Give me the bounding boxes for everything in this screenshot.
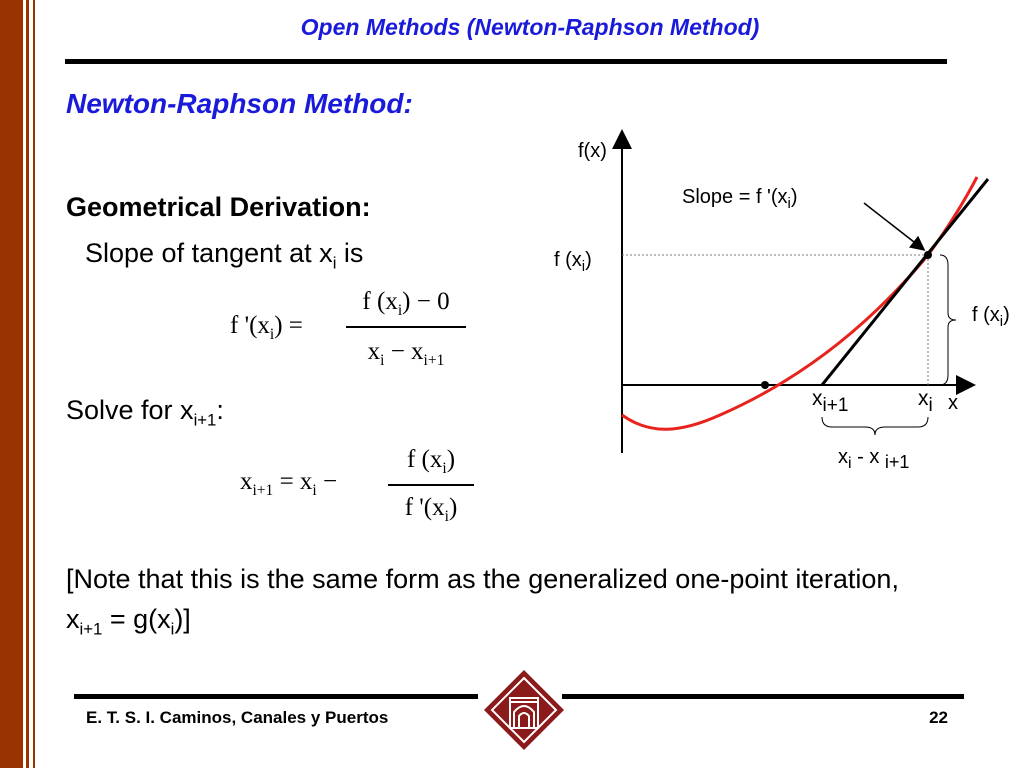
equation-2-fraction-bar [388,484,474,486]
eq1-num-sub: i [397,302,403,319]
solve-statement [66,395,224,430]
eq2-num-tail: ) [446,446,456,473]
note-sub-2: i [170,619,175,639]
difference-label: $x_i$ - x i+1 [838,446,910,472]
eq1-lhs-sub: i [269,326,275,343]
eq2-den-tail: ) [448,494,458,521]
eq1-lhs-close: ) = [274,312,303,339]
eq2-lhs-sub: i+1 [252,482,274,499]
slope-subscript: i [332,253,337,273]
left-decorative-bar [0,0,23,768]
note-part-c: )] [174,604,191,634]
eq2-lhs-text: x [240,468,253,495]
equation-2-numerator [388,446,474,478]
newton-raphson-diagram [540,125,1024,485]
page-number: 22 [929,708,948,727]
note-part-a: [Note that this is the same form as the generalized one-point iteration, x [66,564,899,634]
x-axis-label: x [948,392,958,414]
solve-tail: : [216,395,224,425]
equation-1-denominator [346,338,466,370]
y-axis-label: f(x) [578,140,607,162]
eq2-num-sub: i [442,460,447,477]
slope-text: Slope of tangent at x [85,238,333,268]
fxi-left-label: f $(x_i)$ [554,249,592,275]
slope-tail: is [336,238,364,268]
fxi-right-label: f $(x_i)$ [972,304,1010,330]
slope-label: Slope = f '$(x_i)$ [682,186,798,212]
solve-text: Solve for x [66,395,194,425]
equation-2-denominator [388,494,474,526]
note-text [66,559,926,649]
eq2-minus: − [316,468,338,495]
solve-subscript: i+1 [193,410,217,430]
xi1-label: xi+1 [812,387,849,416]
equation-1-numerator [346,288,466,320]
note-part-b: = g(x [102,604,171,634]
equation-1-fraction-bar [346,326,466,328]
slide-subtitle: Newton-Raphson Method: [66,88,413,119]
equation-1-lhs [230,312,303,344]
slope-statement [85,238,363,273]
fxi-brace [940,255,956,385]
title-divider [65,59,947,64]
eq1-lhs-text: f '(x [230,312,270,339]
slide-title: Open Methods (Newton-Raphson Method) [300,14,760,40]
left-decorative-stripe-2 [33,0,35,768]
equation-2-lhs [240,468,337,500]
eq1-num-text: f (x [362,288,398,315]
eq2-mid-text: = x [273,468,313,495]
eq2-num-text: f (x [406,446,443,473]
tangent-line [822,179,988,385]
eq1-den-a: x [367,338,381,365]
footer-divider-right [562,694,964,699]
eq2-den-text: f '(x [404,494,445,521]
eq2-mid-sub: i [312,482,317,499]
footer-institution: E. T. S. I. Caminos, Canales y Puertos [86,708,389,727]
eq1-den-sub2: i+1 [423,352,445,369]
geometrical-derivation-heading: Geometrical Derivation: [66,192,371,222]
eq1-den-mid: − x [384,338,424,365]
footer-divider-left [74,694,478,699]
eq1-den-sub1: i [380,352,385,369]
eq1-num-tail: ) − 0 [402,288,450,315]
point-xi [924,251,932,259]
difference-brace [822,417,928,435]
university-logo-icon [482,668,566,752]
xi-label: xi [918,387,933,416]
slope-pointer [864,203,923,249]
left-decorative-stripe [26,0,29,768]
eq2-den-sub: i [444,508,449,525]
note-sub-1: i+1 [79,619,103,639]
point-root [761,381,769,389]
